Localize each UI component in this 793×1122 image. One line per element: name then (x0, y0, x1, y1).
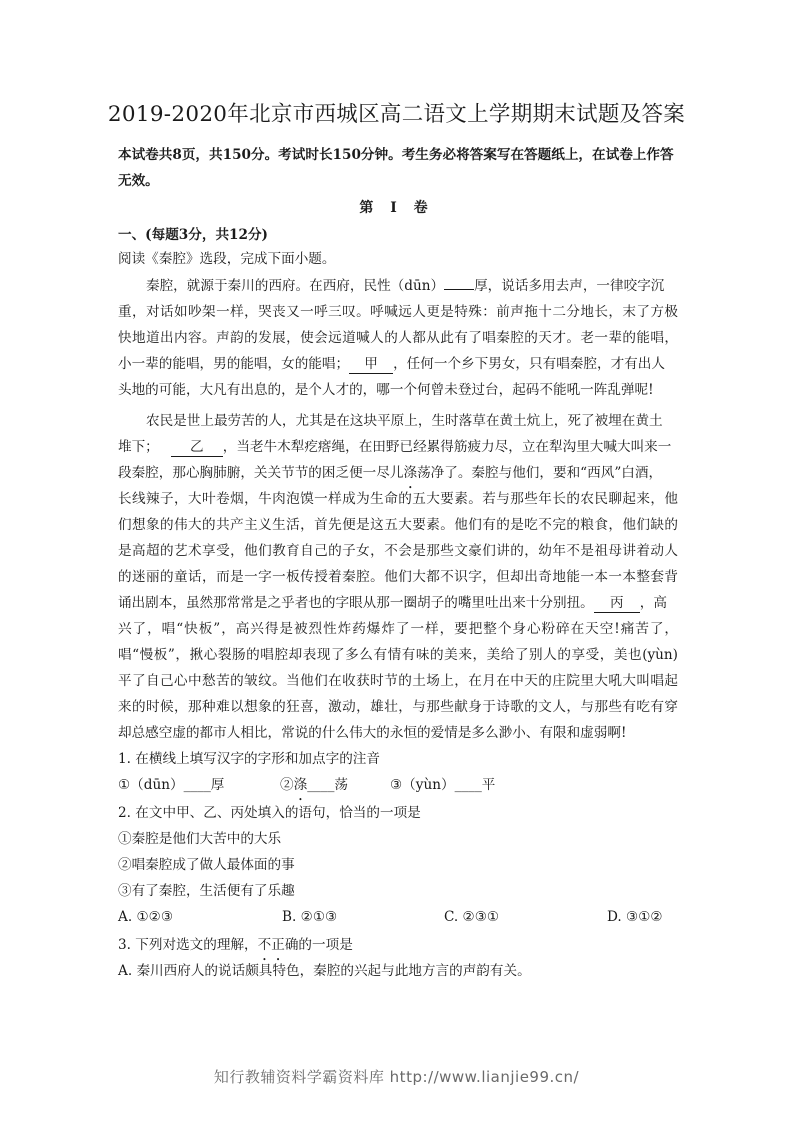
q2-choice-b: B. ②①③ (282, 909, 338, 925)
q1-option-a: ①（dūn）____厚 (118, 777, 225, 793)
p2-line7: 的迷丽的童话，而是一字一板传授着秦腔。他们大都不识字，但却出奇地能一本一本整套背 (118, 569, 678, 585)
q1-option-c: ③（yùn）____平 (390, 777, 496, 793)
p2-line13: 却总感空虚的都市人相比，常说的什么伟大的永恒的爱情是多么渺小、有限和虚弱啊! (118, 725, 627, 741)
p2-line6: 是高超的艺术享受，他们教育自己的子女，不会是那些文豪们讲的，幼年不是祖母讲着动人 (118, 543, 678, 559)
p2-line9: 兴了，唱“快板”，高兴得是被烈性炸药爆炸了一样，要把整个身心粉碎在天空!痛苦了， (118, 621, 678, 637)
exam-note: 本试卷共8页，共150分。考试时长150分钟。考生务必将答案写在答题纸上，在试卷上作答无效。 (118, 147, 674, 189)
p1-line2: 重，对话如吵架一样，哭丧又一呼三叹。呼喊远人更是特殊：前声拖十二分地长，末了方极 (118, 304, 678, 320)
p1-line1: 秦腔，就源于秦川的西府。在西府，民性（dūn） 厚，说话多用去声，一律咬字沉 (146, 278, 665, 294)
q2-choice-c: C. ②③① (444, 909, 500, 925)
p2-line12: 来的时候，那种难以想象的狂喜，激动，雄壮，与那些献身于诗歌的文人，与那些有吃有穿 (118, 699, 678, 715)
p2-line10: 唱“慢板”，揪心裂肠的唱腔却表现了多么有情有味的美来，美给了别人的享受，美也(yùn) (118, 647, 678, 663)
p2-line5: 们想象的伟大的共产主义生活，首先便是这五大要素。他们有的是吃不完的粮食，他们缺的 (118, 517, 678, 533)
q2-choices (118, 907, 678, 927)
blank-yi: 乙 (171, 439, 223, 457)
footer-watermark: 知行教辅资料学霸资料库 http://www.lianjie99.cn/ (213, 1068, 580, 1086)
q2-stem: 2. 在文中甲、乙、丙处填入的语句，恰当的一项是 (118, 805, 421, 821)
p1-line3: 快地道出内容。声韵的发展，使会远道喊人的人都从此有了唱秦腔的天才。老一辈的能唱， (118, 330, 678, 346)
q1-stem: 1. 在横线上填写汉字的字形和加点字的注音 (118, 751, 380, 767)
q1-options (118, 775, 678, 795)
p2-line2: 堆下； 乙 ，当老牛木犁疙瘩绳，在田野已经累得筋疲力尽，立在犁沟里大喊大叫来一 (118, 439, 672, 455)
blank-dun (444, 289, 474, 290)
section-heading: 一、(每题3分，共12分) (118, 227, 268, 243)
page-title: 2019-2020年北京市西城区高二语文上学期期末试题及答案 (107, 102, 686, 127)
q2-item-3: ③有了秦腔，生活便有了乐趣 (118, 883, 295, 899)
p1-line4: 小一辈的能唱，男的能唱，女的能唱； 甲 ，任何一个乡下男女，只有唱秦腔，才有出人 (118, 356, 665, 372)
q2-choice-d: D. ③①② (607, 909, 663, 925)
p2-line8: 诵出剧本，虽然那常常是之乎者也的字眼从那一圈胡子的嘴里吐出来十分别扭。 丙 ，高 (118, 595, 667, 611)
volume-heading: 第 Ⅰ 卷 (359, 200, 434, 216)
q3-choice-a: A. 秦川西府人的说话颇具特色，秦腔的兴起与此地方言的声韵有关。 (118, 963, 531, 979)
p2-line1: 农民是世上最劳苦的人，尤其是在这块平原上，生时落草在黄土炕上，死了被埋在黄土 (146, 413, 663, 429)
q3-stem: 3. 下列对选文的理解，不正确的一项是 (118, 937, 353, 953)
dotted-char-di: 涤 (403, 465, 418, 481)
q2-choice-a: A. ①②③ (118, 909, 174, 925)
blank-bing: 丙 (594, 595, 640, 613)
p2-line11: 平了自己心中愁苦的皱纹。当他们在收获时节的土场上，在月在中天的庄院里大吼大叫唱起 (118, 673, 678, 689)
p1-line5: 头地的可能，大凡有出息的，是个人才的，哪一个何曾未登过台，起码不能吼一阵乱弹呢! (118, 382, 654, 398)
p2-line3: 段秦腔，那心胸肺腑，关关节节的困乏便一尽儿涤荡净了。秦腔与他们，要和“西风”白酒， (118, 465, 663, 481)
reading-intro: 阅读《秦腔》选段，完成下面小题。 (118, 251, 336, 267)
q2-item-2: ②唱秦腔成了做人最体面的事 (118, 857, 295, 873)
blank-jia: 甲 (349, 356, 393, 374)
p2-line4: 长线辣子，大叶卷烟，牛肉泡馍一样成为生命的五大要素。若与那些年长的农民聊起来，他 (118, 491, 678, 507)
q1-option-b: ②涤____荡 (280, 777, 348, 793)
q2-item-1: ①秦腔是他们大苦中的大乐 (118, 831, 282, 847)
